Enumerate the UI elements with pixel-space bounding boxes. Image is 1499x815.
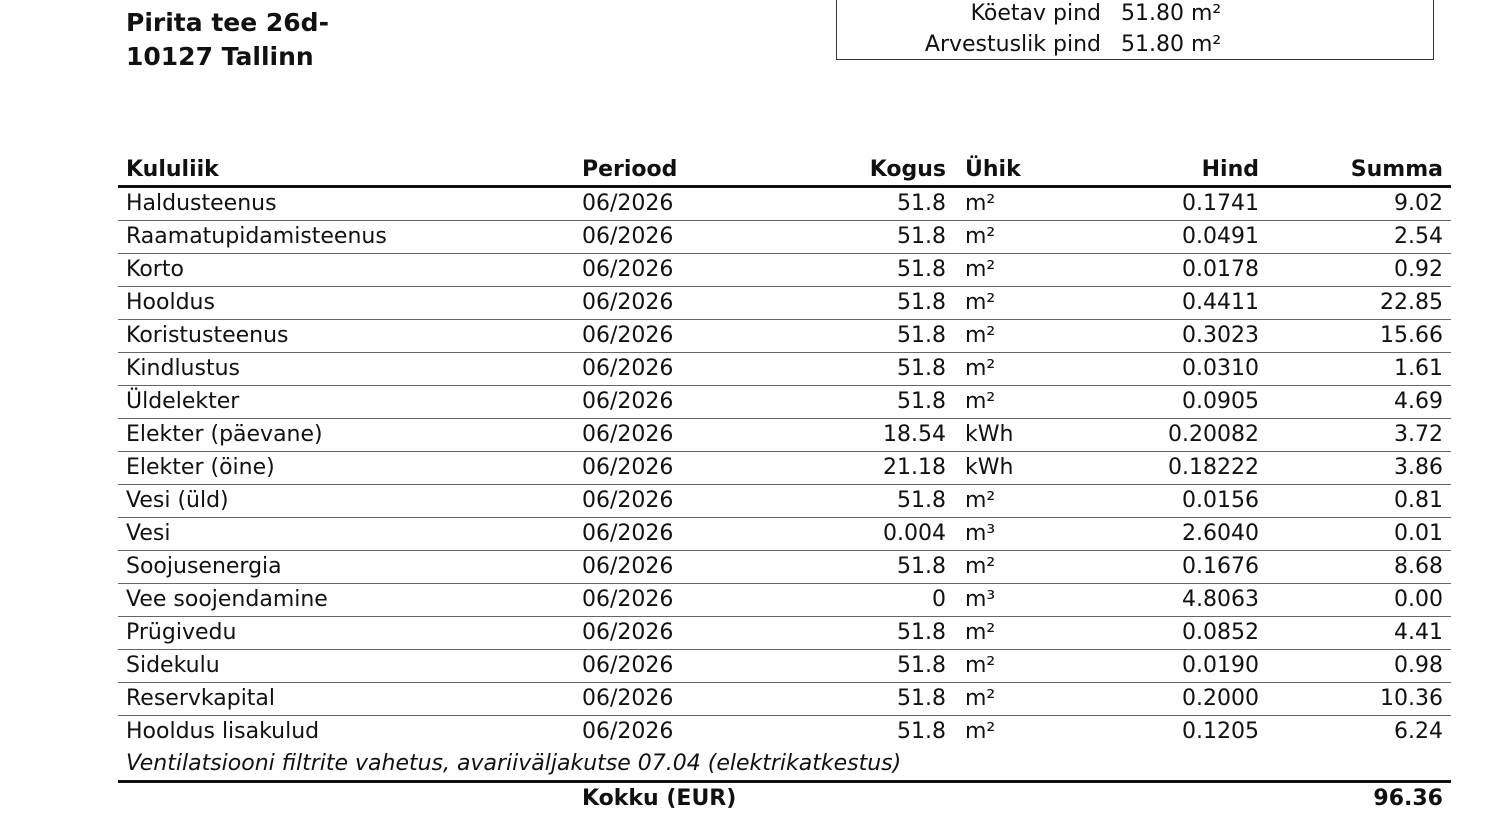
- cell-name: Soojusenergia: [126, 554, 282, 579]
- cell-period: 06/2026: [582, 620, 674, 645]
- cell-qty: 0: [932, 587, 946, 612]
- cell-unit: m²: [965, 554, 996, 579]
- table-row: [118, 518, 1451, 551]
- cell-name: Korto: [126, 257, 184, 282]
- header-qty: Kogus: [869, 157, 946, 182]
- address-line-2: 10127 Tallinn: [126, 42, 314, 71]
- cell-price: 4.8063: [1182, 587, 1259, 612]
- table-row: [118, 386, 1451, 419]
- cell-price: 0.0852: [1182, 620, 1259, 645]
- cell-qty: 51.8: [897, 488, 946, 513]
- cell-sum: 0.01: [1394, 521, 1443, 546]
- cell-unit: m²: [965, 257, 996, 282]
- cell-price: 0.18222: [1168, 455, 1259, 480]
- cell-price: 0.0905: [1182, 389, 1259, 414]
- cell-price: 0.0491: [1182, 224, 1259, 249]
- cell-name: Haldusteenus: [126, 191, 277, 216]
- cell-price: 0.1741: [1182, 191, 1259, 216]
- cell-qty: 51.8: [897, 257, 946, 282]
- total-row: [118, 783, 1451, 815]
- cell-name: Reservkapital: [126, 686, 276, 711]
- area-row-heated: [837, 0, 1433, 30]
- cell-price: 0.1205: [1182, 719, 1259, 744]
- table-note: Ventilatsiooni filtrite vahetus, avariiväljakutse 07.04 (elektrikatkestus): [118, 748, 1451, 783]
- table-row: [118, 452, 1451, 485]
- cell-name: Sidekulu: [126, 653, 220, 678]
- cell-period: 06/2026: [582, 323, 674, 348]
- cell-qty: 51.8: [897, 620, 946, 645]
- total-value: 96.36: [1373, 786, 1443, 811]
- cell-period: 06/2026: [582, 587, 674, 612]
- table-row: [118, 650, 1451, 683]
- table-row: [118, 419, 1451, 452]
- cell-sum: 6.24: [1394, 719, 1443, 744]
- cell-qty: 51.8: [897, 290, 946, 315]
- cell-sum: 15.66: [1380, 323, 1443, 348]
- cost-table: [118, 154, 1451, 815]
- header-sum: Summa: [1350, 157, 1443, 182]
- cell-price: 0.3023: [1182, 323, 1259, 348]
- cell-unit: m²: [965, 719, 996, 744]
- cell-unit: m²: [965, 389, 996, 414]
- address-block: [126, 6, 329, 74]
- cell-unit: m³: [965, 587, 996, 612]
- cell-unit: m²: [965, 488, 996, 513]
- cell-period: 06/2026: [582, 455, 674, 480]
- cell-period: 06/2026: [582, 521, 674, 546]
- cell-name: Hooldus: [126, 290, 215, 315]
- table-row: [118, 683, 1451, 716]
- area-label: Köetav pind: [970, 1, 1101, 26]
- cell-price: 0.0178: [1182, 257, 1259, 282]
- cell-unit: m²: [965, 686, 996, 711]
- cell-sum: 0.98: [1394, 653, 1443, 678]
- cell-qty: 51.8: [897, 653, 946, 678]
- area-info-box: [836, 0, 1434, 60]
- cell-price: 0.2000: [1182, 686, 1259, 711]
- cell-qty: 51.8: [897, 356, 946, 381]
- cell-name: Koristusteenus: [126, 323, 289, 348]
- cell-period: 06/2026: [582, 224, 674, 249]
- cell-name: Hooldus lisakulud: [126, 719, 320, 744]
- cell-unit: m²: [965, 356, 996, 381]
- cell-period: 06/2026: [582, 290, 674, 315]
- table-row: [118, 254, 1451, 287]
- cell-unit: m³: [965, 521, 996, 546]
- cell-name: Elekter (öine): [126, 455, 275, 480]
- table-row: [118, 584, 1451, 617]
- header-unit: Ühik: [965, 157, 1021, 182]
- cell-period: 06/2026: [582, 191, 674, 216]
- cell-sum: 22.85: [1380, 290, 1443, 315]
- cell-sum: 0.81: [1394, 488, 1443, 513]
- cell-period: 06/2026: [582, 686, 674, 711]
- cell-sum: 10.36: [1380, 686, 1443, 711]
- cell-name: Kindlustus: [126, 356, 240, 381]
- cell-period: 06/2026: [582, 257, 674, 282]
- cell-qty: 51.8: [897, 389, 946, 414]
- cell-unit: m²: [965, 620, 996, 645]
- cell-period: 06/2026: [582, 554, 674, 579]
- cell-price: 2.6040: [1182, 521, 1259, 546]
- cell-period: 06/2026: [582, 719, 674, 744]
- table-row: [118, 320, 1451, 353]
- cell-name: Üldelekter: [126, 389, 240, 414]
- table-row: [118, 221, 1451, 254]
- cell-sum: 4.41: [1394, 620, 1443, 645]
- header-name: Kululiik: [126, 157, 219, 182]
- cell-sum: 4.69: [1394, 389, 1443, 414]
- area-value: 51.80 m²: [1121, 1, 1222, 26]
- cell-unit: m²: [965, 224, 996, 249]
- cell-period: 06/2026: [582, 356, 674, 381]
- cell-qty: 51.8: [897, 719, 946, 744]
- cell-sum: 0.00: [1394, 587, 1443, 612]
- cell-unit: m²: [965, 653, 996, 678]
- table-header: [118, 154, 1451, 188]
- cell-name: Vee soojendamine: [126, 587, 328, 612]
- cell-name: Vesi: [126, 521, 171, 546]
- cell-price: 0.0156: [1182, 488, 1259, 513]
- area-value: 51.80 m²: [1121, 32, 1222, 57]
- cell-price: 0.4411: [1182, 290, 1259, 315]
- header-price: Hind: [1201, 157, 1259, 182]
- table-body: [118, 188, 1451, 748]
- cell-qty: 18.54: [883, 422, 946, 447]
- table-row: [118, 485, 1451, 518]
- table-row: [118, 617, 1451, 650]
- cell-qty: 51.8: [897, 686, 946, 711]
- cell-sum: 2.54: [1394, 224, 1443, 249]
- cell-price: 0.20082: [1168, 422, 1259, 447]
- table-row: [118, 551, 1451, 584]
- cell-qty: 21.18: [883, 455, 946, 480]
- cell-name: Vesi (üld): [126, 488, 229, 513]
- cell-period: 06/2026: [582, 422, 674, 447]
- table-row: [118, 287, 1451, 320]
- cell-qty: 51.8: [897, 191, 946, 216]
- cell-unit: kWh: [965, 455, 1014, 480]
- cell-sum: 8.68: [1394, 554, 1443, 579]
- cell-name: Prügivedu: [126, 620, 237, 645]
- area-row-billing: [837, 29, 1433, 61]
- header-period: Periood: [582, 157, 678, 182]
- cell-price: 0.1676: [1182, 554, 1259, 579]
- cell-sum: 3.86: [1394, 455, 1443, 480]
- cell-period: 06/2026: [582, 389, 674, 414]
- cell-price: 0.0310: [1182, 356, 1259, 381]
- cell-sum: 9.02: [1394, 191, 1443, 216]
- table-row: [118, 716, 1451, 748]
- cell-sum: 3.72: [1394, 422, 1443, 447]
- cell-period: 06/2026: [582, 653, 674, 678]
- cell-sum: 0.92: [1394, 257, 1443, 282]
- cell-price: 0.0190: [1182, 653, 1259, 678]
- cell-name: Raamatupidamisteenus: [126, 224, 387, 249]
- area-label: Arvestuslik pind: [924, 32, 1101, 57]
- address-line-1: Pirita tee 26d-: [126, 8, 329, 37]
- cell-unit: m²: [965, 290, 996, 315]
- cell-period: 06/2026: [582, 488, 674, 513]
- cell-unit: m²: [965, 323, 996, 348]
- cell-sum: 1.61: [1394, 356, 1443, 381]
- cell-qty: 51.8: [897, 554, 946, 579]
- cell-unit: kWh: [965, 422, 1014, 447]
- cell-name: Elekter (päevane): [126, 422, 323, 447]
- cell-unit: m²: [965, 191, 996, 216]
- cell-qty: 0.004: [883, 521, 946, 546]
- total-label: Kokku (EUR): [582, 786, 737, 811]
- table-row: [118, 353, 1451, 386]
- cell-qty: 51.8: [897, 224, 946, 249]
- table-row: [118, 188, 1451, 221]
- cell-qty: 51.8: [897, 323, 946, 348]
